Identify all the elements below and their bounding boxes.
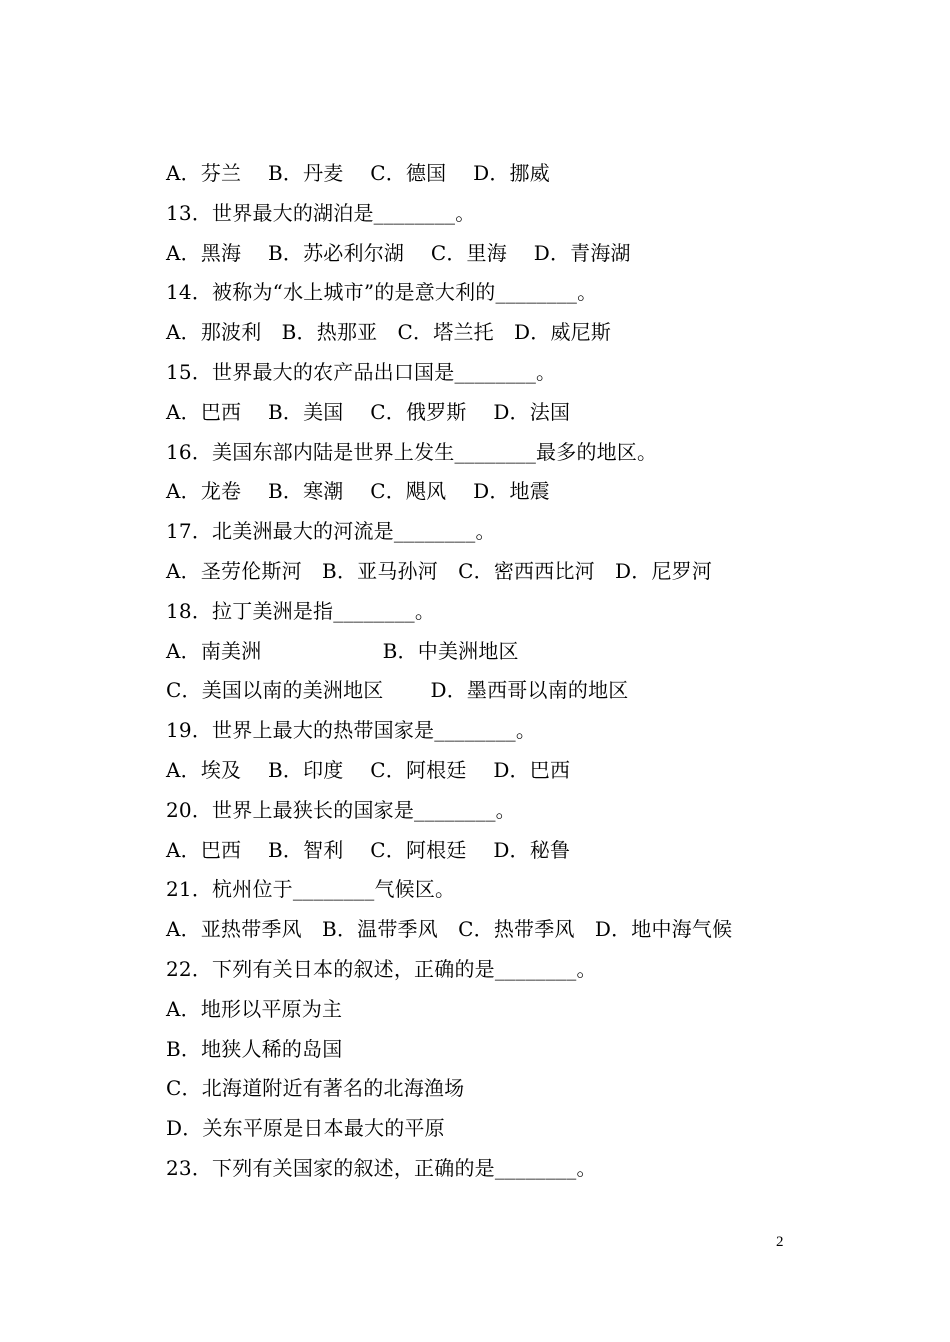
option-line-q19: A．埃及 B．印度 C．阿根廷 D．巴西 xyxy=(166,757,571,782)
option-line-q21: A．亚热带季风 B．温带季风 C．热带季风 D．地中海气候 xyxy=(166,917,733,942)
option-line-q20: A．巴西 B．智利 C．阿根廷 D．秘鲁 xyxy=(166,837,571,862)
option-q22-b: B．地狭人稀的岛国 xyxy=(166,1036,343,1061)
option-line-q16: A．龙卷 B．寒潮 C．飓风 D．地震 xyxy=(166,479,550,504)
option-line-q13: A．黑海 B．苏必利尔湖 C．里海 D．青海湖 xyxy=(166,240,631,265)
page-number: 2 xyxy=(776,1234,784,1250)
question-18: 18．拉丁美洲是指________。 xyxy=(166,598,436,623)
question-14: 14．被称为“水上城市”的是意大利的________。 xyxy=(166,280,598,305)
option-line-q15: A．巴西 B．美国 C．俄罗斯 D．法国 xyxy=(166,399,571,424)
question-19: 19．世界上最大的热带国家是________。 xyxy=(166,718,537,743)
option-line-q12: A．芬兰 B．丹麦 C．德国 D．挪威 xyxy=(166,161,550,185)
question-13: 13．世界最大的湖泊是________。 xyxy=(166,200,476,225)
option-q22-d: D．关东平原是日本最大的平原 xyxy=(166,1116,445,1141)
option-line-q18-ab: A．南美洲 B．中美洲地区 xyxy=(166,638,519,663)
question-16: 16．美国东部内陆是世界上发生________最多的地区。 xyxy=(166,439,658,464)
question-20: 20．世界上最狭长的国家是________。 xyxy=(166,797,516,822)
question-22: 22．下列有关日本的叙述，正确的是________。 xyxy=(166,956,597,981)
option-q22-c: C．北海道附近有著名的北海渔场 xyxy=(166,1076,465,1101)
question-17: 17．北美洲最大的河流是________。 xyxy=(166,519,496,544)
option-line-q18-cd: C．美国以南的美洲地区 D．墨西哥以南的地区 xyxy=(166,678,629,703)
option-line-q17: A．圣劳伦斯河 B．亚马孙河 C．密西西比河 D．尼罗河 xyxy=(166,558,713,583)
question-text-block xyxy=(166,154,806,1189)
option-line-q14: A．那波利 B．热那亚 C．塔兰托 D．威尼斯 xyxy=(166,320,612,345)
option-q22-a: A．地形以平原为主 xyxy=(166,996,343,1021)
question-15: 15．世界最大的农产品出口国是________。 xyxy=(166,359,557,384)
question-23: 23．下列有关国家的叙述，正确的是________。 xyxy=(166,1155,597,1180)
question-21: 21．杭州位于________气候区。 xyxy=(166,877,456,902)
